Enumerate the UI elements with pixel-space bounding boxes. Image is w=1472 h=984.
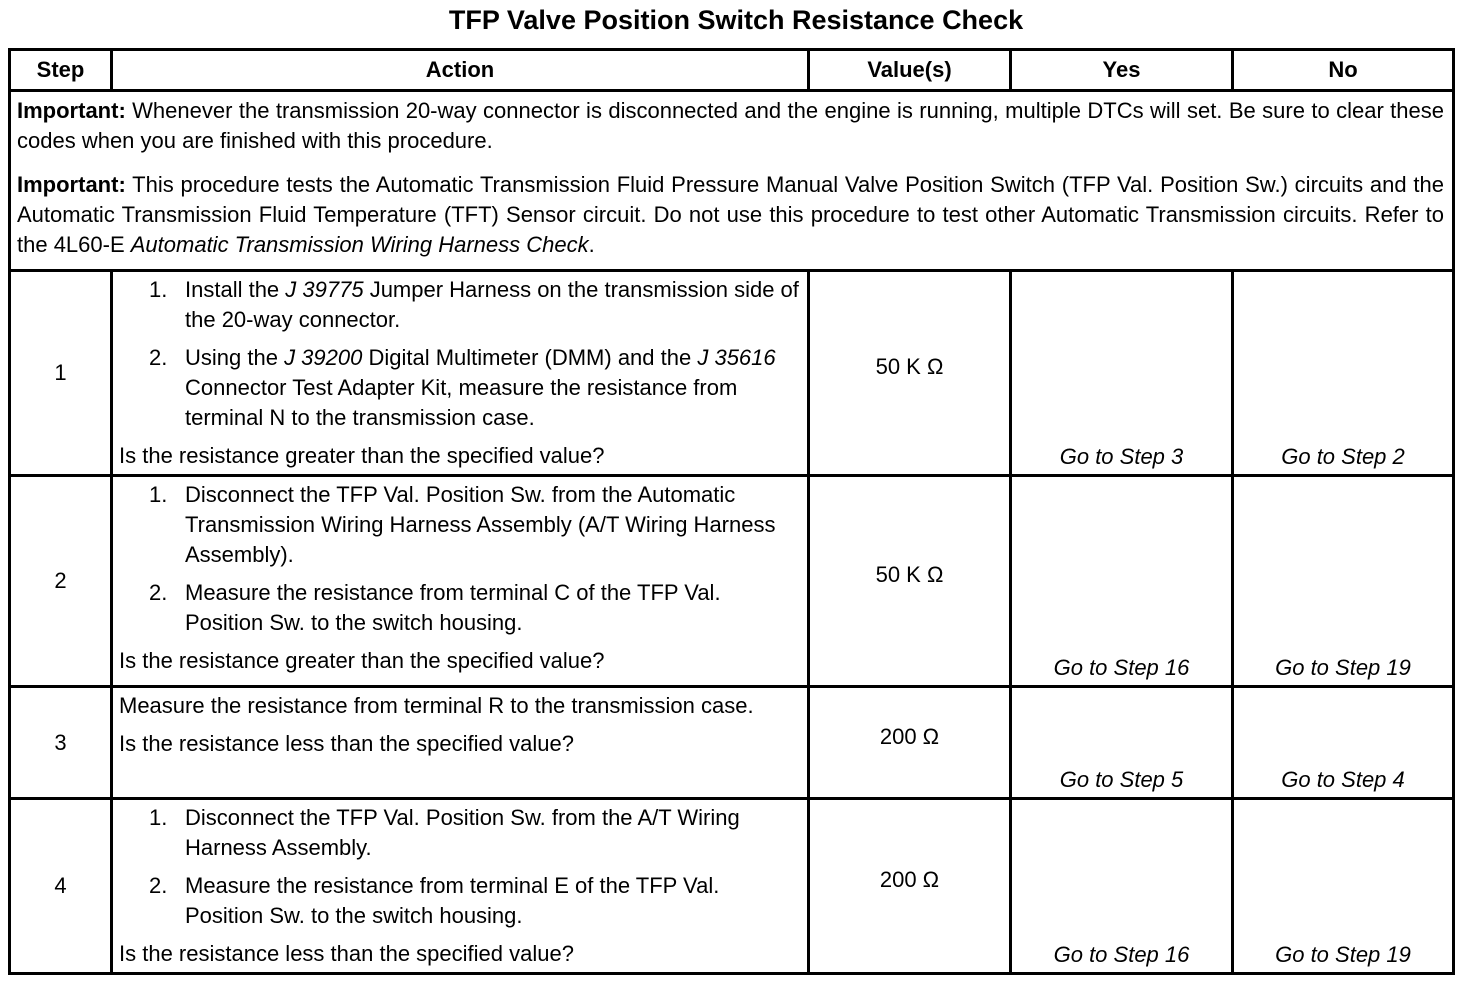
- step-question: Is the resistance less than the specified value?: [119, 731, 574, 756]
- action-list: [119, 480, 799, 638]
- no-link: Go to Step 19: [1234, 800, 1455, 975]
- action-item: 1. Disconnect the TFP Val. Position Sw. from the Automatic Transmission Wiring Harness Assembly (A/T Wiring Harness Assembly).: [149, 482, 776, 567]
- header-step: Step: [11, 51, 113, 92]
- no-link: Go to Step 4: [1234, 688, 1455, 800]
- step-question: Is the resistance less than the specified value?: [119, 941, 574, 966]
- no-link: Go to Step 19: [1234, 477, 1455, 688]
- header-action: Action: [113, 51, 810, 92]
- step-question: Is the resistance greater than the specified value?: [119, 443, 605, 468]
- tool-reference: J 39200: [284, 345, 363, 370]
- tool-reference: J 35616: [697, 345, 776, 370]
- action-item: 1. Disconnect the TFP Val. Position Sw. from the A/T Wiring Harness Assembly.: [149, 805, 740, 860]
- step-action: [113, 272, 810, 477]
- header-values: Value(s): [810, 51, 1012, 92]
- yes-link: Go to Step 3: [1012, 272, 1234, 477]
- step-action: [113, 800, 810, 975]
- action-item: 2. Measure the resistance from terminal C of the TFP Val. Position Sw. to the switch housing.: [149, 580, 721, 635]
- cross-reference-link: Automatic Transmission Wiring Harness Check: [130, 232, 589, 257]
- step-value: 50 K Ω: [810, 477, 1012, 688]
- action-list: [119, 275, 799, 433]
- important-notes: [11, 92, 1455, 272]
- action-item: 2. Using the J 39200 Digital Multimeter (DMM) and the J 35616 Connector Test Adapter Kit, measure the resistance from terminal N to the transmission case.: [149, 345, 776, 430]
- page-title: TFP Valve Position Switch Resistance Check: [448, 5, 1024, 35]
- step-number: 2: [11, 477, 113, 688]
- step-value: 200 Ω: [810, 688, 1012, 800]
- important-note-text: Whenever the transmission 20-way connector is disconnected and the engine is running, multiple DTCs will set. Be sure to clear these codes when you are finished with this procedure.: [17, 98, 1444, 153]
- important-note-text: This procedure tests the Automatic Transmission Fluid Pressure Manual Valve Position Switch (TFP Val. Position Sw.) circuits and the Automatic Transmission Fluid Temperature (TFT) Sensor circuit. Do not use this procedure to test other Automatic Transmission circuits. Refer to the 4L60-E: [17, 172, 1444, 257]
- step-number: 1: [11, 272, 113, 477]
- procedure-table: [8, 48, 1455, 975]
- step-action: [113, 688, 810, 800]
- step-question: Is the resistance greater than the specified value?: [119, 648, 605, 673]
- action-list: [119, 803, 799, 931]
- action-item: 2. Measure the resistance from terminal E of the TFP Val. Position Sw. to the switch housing.: [149, 873, 720, 928]
- header-yes: Yes: [1012, 51, 1234, 92]
- important-note-2: Important: This procedure tests the Automatic Transmission Fluid Pressure Manual Valve Position Switch (TFP Val. Position Sw.) circuits and the Automatic Transmission Fluid Temperature (TFT) Sensor circuit. Do not use this procedure to test other Automatic Transmission circuits. Refer to the 4L60-E Automatic Transmission Wiring Harness Check.: [17, 172, 1444, 257]
- step-action: [113, 477, 810, 688]
- no-link: Go to Step 2: [1234, 272, 1455, 477]
- step-number: 4: [11, 800, 113, 975]
- yes-link: Go to Step 16: [1012, 477, 1234, 688]
- step-number: 3: [11, 688, 113, 800]
- action-text: Measure the resistance from terminal R to the transmission case.: [119, 693, 754, 718]
- step-value: 50 K Ω: [810, 272, 1012, 477]
- tool-reference: J 39775: [285, 277, 364, 302]
- header-no: No: [1234, 51, 1455, 92]
- action-item: 1. Install the J 39775 Jumper Harness on the transmission side of the 20-way connector.: [149, 277, 799, 332]
- yes-link: Go to Step 16: [1012, 800, 1234, 975]
- step-value: 200 Ω: [810, 800, 1012, 975]
- yes-link: Go to Step 5: [1012, 688, 1234, 800]
- important-label: Important:: [17, 98, 126, 123]
- important-label: Important:: [17, 172, 126, 197]
- important-note-1: [17, 96, 1444, 156]
